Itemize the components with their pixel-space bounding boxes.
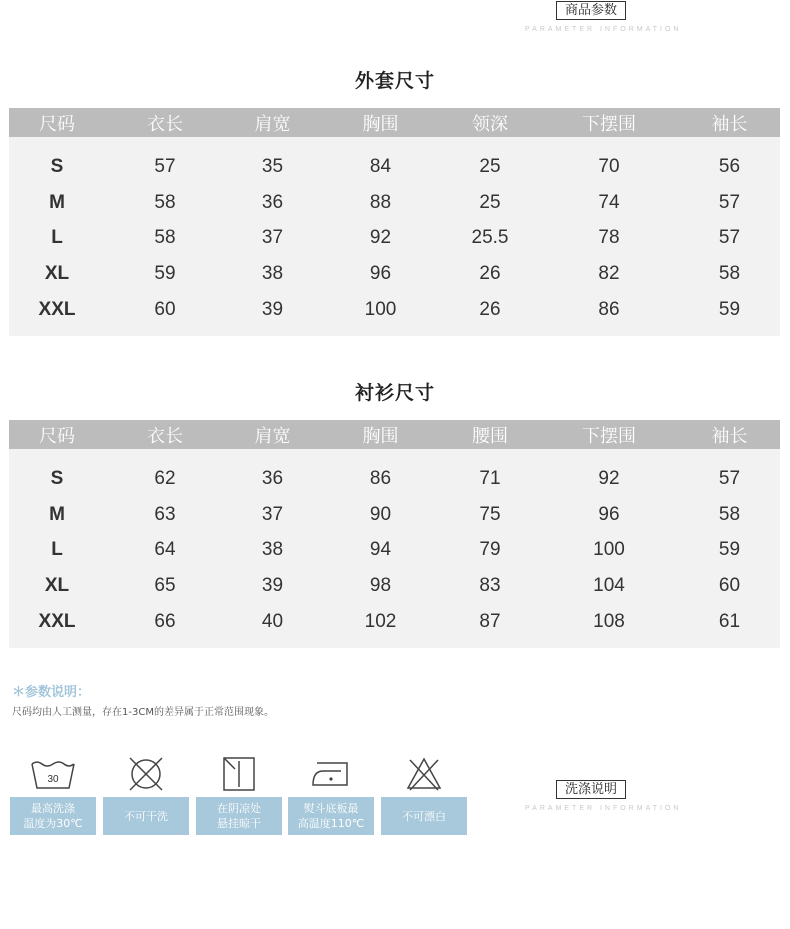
shirt-size-table — [9, 420, 780, 648]
value-cell: 100 — [539, 533, 679, 569]
value-cell: 36 — [225, 461, 320, 497]
product-params-title: 商品参数 — [556, 1, 626, 20]
value-cell: 26 — [441, 256, 539, 292]
value-cell: 83 — [441, 568, 539, 604]
care-item-wash — [10, 753, 96, 835]
care-instructions-title: 洗涤说明 — [556, 780, 626, 799]
wash-30-icon — [10, 753, 96, 795]
header-cell: 尺码 — [9, 420, 105, 449]
value-cell: 57 — [679, 185, 780, 221]
table-row — [9, 533, 780, 569]
header-cell: 肩宽 — [225, 108, 320, 137]
care-instructions-subtitle: PARAMETER INFORMATION — [525, 805, 682, 812]
header-cell: 胸围 — [320, 420, 441, 449]
value-cell: 88 — [320, 185, 441, 221]
size-cell: XXL — [9, 292, 105, 328]
value-cell: 57 — [105, 149, 225, 185]
table-row — [9, 604, 780, 640]
value-cell: 104 — [539, 568, 679, 604]
care-label: 不可漂白 — [381, 797, 467, 835]
value-cell: 40 — [225, 604, 320, 640]
value-cell: 35 — [225, 149, 320, 185]
size-cell: S — [9, 461, 105, 497]
table-row — [9, 256, 780, 292]
care-label: 熨斗底板最 高温度110℃ — [288, 797, 374, 835]
iron-icon — [288, 753, 374, 795]
care-label: 不可干洗 — [103, 797, 189, 835]
header-cell: 领深 — [441, 108, 539, 137]
table-row — [9, 221, 780, 257]
table-row — [9, 185, 780, 221]
value-cell: 92 — [320, 221, 441, 257]
table-row — [9, 149, 780, 185]
value-cell: 96 — [320, 256, 441, 292]
value-cell: 59 — [679, 292, 780, 328]
product-params-subtitle: PARAMETER INFORMATION — [525, 26, 682, 33]
table-row — [9, 497, 780, 533]
value-cell: 57 — [679, 461, 780, 497]
value-cell: 71 — [441, 461, 539, 497]
param-note-title: ＊参数说明： — [12, 685, 91, 700]
size-cell: XXL — [9, 604, 105, 640]
value-cell: 100 — [320, 292, 441, 328]
size-cell: XL — [9, 568, 105, 604]
care-item-iron — [288, 753, 374, 835]
value-cell: 98 — [320, 568, 441, 604]
value-cell: 65 — [105, 568, 225, 604]
value-cell: 37 — [225, 221, 320, 257]
table-row — [9, 292, 780, 328]
jacket-size-title: 外套尺寸 — [354, 70, 435, 92]
size-cell: L — [9, 533, 105, 569]
value-cell: 38 — [225, 533, 320, 569]
value-cell: 60 — [679, 568, 780, 604]
value-cell: 25 — [441, 185, 539, 221]
value-cell: 60 — [105, 292, 225, 328]
value-cell: 25.5 — [441, 221, 539, 257]
value-cell: 86 — [320, 461, 441, 497]
size-cell: L — [9, 221, 105, 257]
size-cell: M — [9, 497, 105, 533]
value-cell: 70 — [539, 149, 679, 185]
value-cell: 61 — [679, 604, 780, 640]
header-cell: 尺码 — [9, 108, 105, 137]
value-cell: 82 — [539, 256, 679, 292]
value-cell: 96 — [539, 497, 679, 533]
value-cell: 74 — [539, 185, 679, 221]
wash-temp-text: 30 — [47, 774, 59, 785]
header-cell: 下摆围 — [539, 108, 679, 137]
value-cell: 58 — [679, 497, 780, 533]
value-cell: 39 — [225, 292, 320, 328]
value-cell: 84 — [320, 149, 441, 185]
header-cell: 袖长 — [679, 108, 780, 137]
size-cell: M — [9, 185, 105, 221]
header-cell: 衣长 — [105, 108, 225, 137]
value-cell: 26 — [441, 292, 539, 328]
value-cell: 86 — [539, 292, 679, 328]
no-dry-clean-icon — [103, 753, 189, 795]
jacket-size-table — [9, 108, 780, 336]
shade-dry-icon — [196, 753, 282, 795]
value-cell: 79 — [441, 533, 539, 569]
care-item-dry-clean — [103, 753, 189, 835]
value-cell: 75 — [441, 497, 539, 533]
value-cell: 59 — [679, 533, 780, 569]
value-cell: 90 — [320, 497, 441, 533]
value-cell: 62 — [105, 461, 225, 497]
header-cell: 腰围 — [441, 420, 539, 449]
value-cell: 39 — [225, 568, 320, 604]
table-header-row — [9, 108, 780, 137]
size-cell: S — [9, 149, 105, 185]
value-cell: 108 — [539, 604, 679, 640]
value-cell: 94 — [320, 533, 441, 569]
value-cell: 57 — [679, 221, 780, 257]
care-item-shade-dry — [196, 753, 282, 835]
header-cell: 袖长 — [679, 420, 780, 449]
table-row — [9, 568, 780, 604]
header-cell: 胸围 — [320, 108, 441, 137]
value-cell: 87 — [441, 604, 539, 640]
value-cell: 36 — [225, 185, 320, 221]
value-cell: 37 — [225, 497, 320, 533]
value-cell: 102 — [320, 604, 441, 640]
value-cell: 56 — [679, 149, 780, 185]
care-item-bleach — [381, 753, 467, 835]
care-label: 最高洗涤 温度为30℃ — [10, 797, 96, 835]
value-cell: 64 — [105, 533, 225, 569]
value-cell: 59 — [105, 256, 225, 292]
value-cell: 25 — [441, 149, 539, 185]
no-bleach-icon — [381, 753, 467, 795]
care-label: 在阴凉处 悬挂晾干 — [196, 797, 282, 835]
value-cell: 38 — [225, 256, 320, 292]
table-header-row — [9, 420, 780, 449]
size-cell: XL — [9, 256, 105, 292]
value-cell: 78 — [539, 221, 679, 257]
header-cell: 衣长 — [105, 420, 225, 449]
value-cell: 58 — [105, 185, 225, 221]
param-note-text: 尺码均由人工测量，存在1-3CM的差异属于正常范围现象。 — [12, 707, 274, 718]
value-cell: 92 — [539, 461, 679, 497]
header-cell: 下摆围 — [539, 420, 679, 449]
table-row — [9, 461, 780, 497]
value-cell: 58 — [105, 221, 225, 257]
header-cell: 肩宽 — [225, 420, 320, 449]
value-cell: 66 — [105, 604, 225, 640]
shirt-size-title: 衬衫尺寸 — [354, 382, 435, 404]
value-cell: 63 — [105, 497, 225, 533]
value-cell: 58 — [679, 256, 780, 292]
